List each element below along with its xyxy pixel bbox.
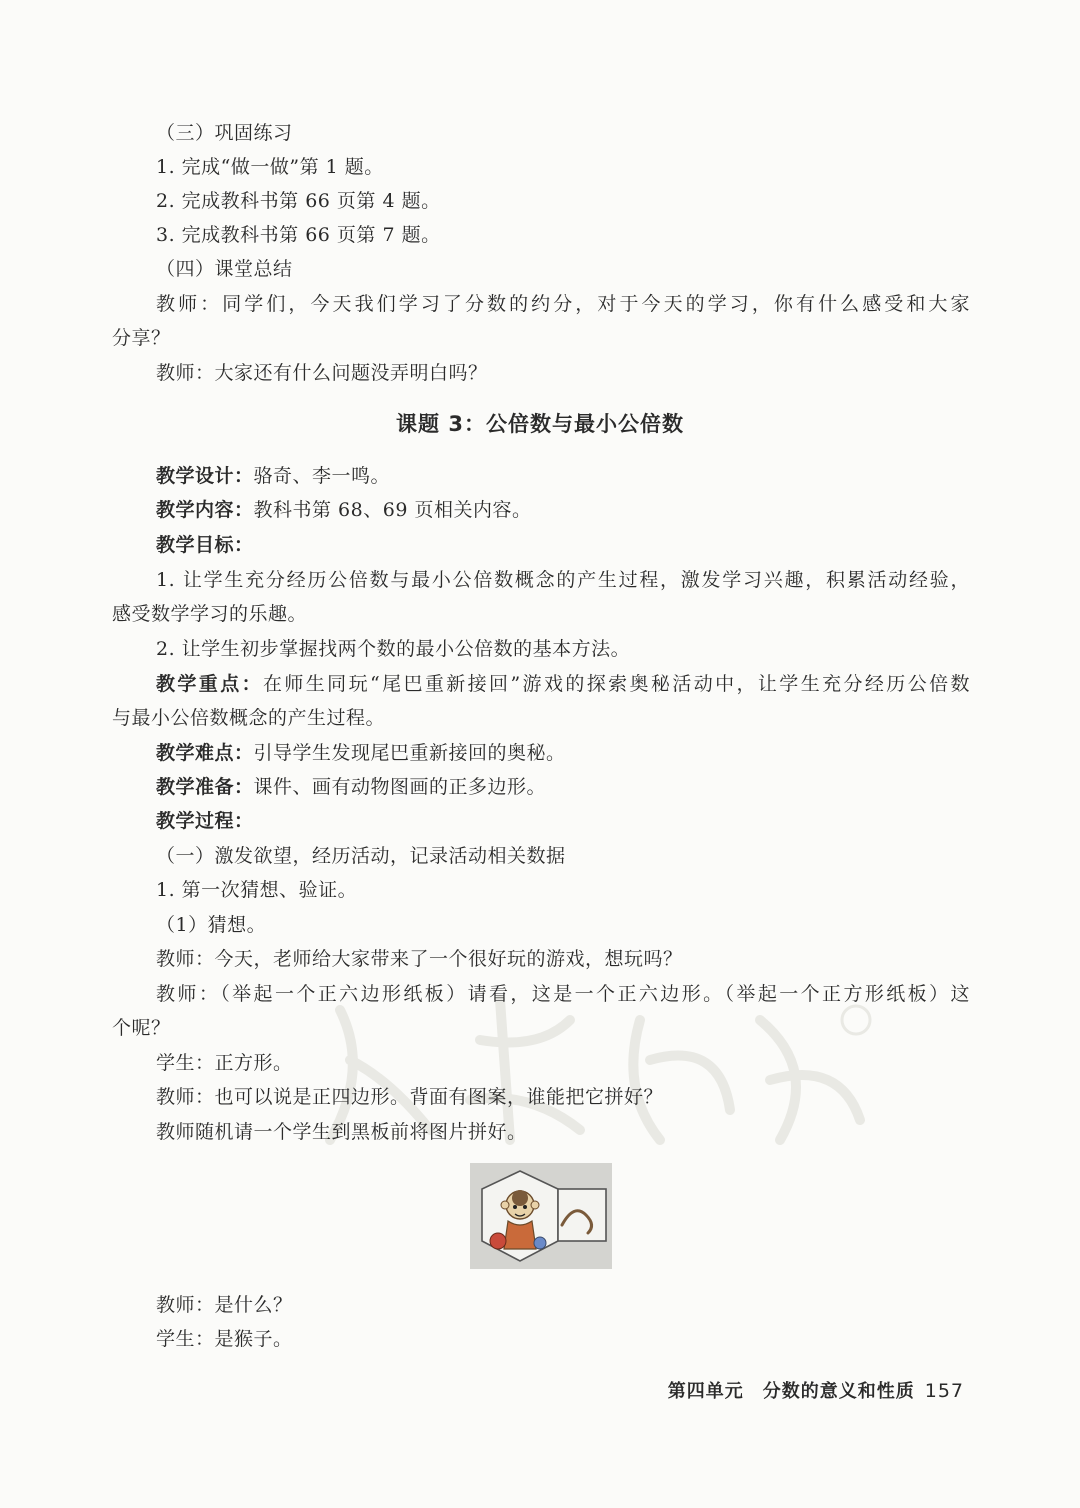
- practice-item-2: 2. 完成教科书第 66 页第 4 题。: [156, 190, 441, 212]
- paragraph-line: 教师：同学们，今天我们学习了分数的约分，对于今天的学习，你有什么感受和大家: [156, 293, 970, 315]
- paragraph-line: 与最小公倍数概念的产生过程。: [112, 707, 386, 729]
- practice-item-1: 1. 完成“做一做”第 1 题。: [156, 156, 384, 178]
- practice-item-3: 3. 完成教科书第 66 页第 7 题。: [156, 224, 441, 246]
- paragraph-line: 个呢？: [112, 1017, 171, 1039]
- process-step-heading: （一）激发欲望，经历活动，记录活动相关数据: [156, 845, 566, 867]
- info-process: [156, 808, 254, 834]
- dialogue-line: 学生：正方形。: [156, 1052, 293, 1074]
- page-footer: [668, 1378, 964, 1405]
- info-label: 教学内容：: [156, 499, 254, 521]
- info-value: 引导学生发现尾巴重新接回的奥秘。: [253, 742, 566, 764]
- info-value: 在师生同玩“尾巴重新接回”游戏的探索奥秘活动中，让学生充分经历公倍数: [262, 673, 970, 695]
- info-label: 教学目标：: [156, 534, 254, 556]
- dialogue-line: 教师：也可以说是正四边形。背面有图案，谁能把它拼好？: [156, 1086, 664, 1108]
- dialogue-line: 教师：（举起一个正六边形纸板）请看，这是一个正六边形。（举起一个正方形纸板）这: [156, 983, 970, 1005]
- process-substep: （1）猜想。: [156, 914, 267, 936]
- info-value: 教科书第 68、69 页相关内容。: [253, 499, 532, 521]
- paragraph-line: 感受数学学习的乐趣。: [112, 603, 308, 625]
- process-substep: 1. 第一次猜想、验证。: [156, 879, 358, 901]
- chapter-label: 第四单元 分数的意义和性质: [667, 1381, 915, 1402]
- goal-item-1: 1. 让学生充分经历公倍数与最小公倍数概念的产生过程，激发学习兴趣，积累活动经验，: [156, 569, 970, 591]
- info-label: 教学过程：: [156, 810, 254, 832]
- info-label: 教学重点：: [156, 673, 263, 695]
- info-goals: [156, 532, 254, 558]
- info-key-point: [156, 671, 970, 697]
- dialogue-line: 教师：是什么？: [156, 1294, 293, 1316]
- page-number: 157: [924, 1380, 964, 1402]
- dialogue-line: 学生：是猴子。: [156, 1328, 293, 1350]
- info-label: 教学准备：: [156, 776, 254, 798]
- monkey-puzzle-icon: [470, 1163, 612, 1269]
- goal-item-2: 2. 让学生初步掌握找两个数的最小公倍数的基本方法。: [156, 638, 631, 660]
- info-preparation: [156, 774, 546, 800]
- info-label: 教学设计：: [156, 465, 254, 487]
- section-heading-practice: （三）巩固练习: [156, 122, 293, 144]
- lesson-title: 课题 3：公倍数与最小公倍数: [396, 412, 684, 436]
- info-label: 教学难点：: [156, 742, 254, 764]
- dialogue-line: 教师随机请一个学生到黑板前将图片拼好。: [156, 1121, 527, 1143]
- paragraph-line: 分享？: [112, 327, 171, 349]
- paragraph-line: 教师：大家还有什么问题没弄明白吗？: [156, 362, 488, 384]
- info-design: [156, 463, 390, 489]
- dialogue-line: 教师：今天，老师给大家带来了一个很好玩的游戏，想玩吗？: [156, 948, 683, 970]
- info-content: [156, 497, 531, 523]
- section-heading-summary: （四）课堂总结: [156, 258, 293, 280]
- info-difficulty: [156, 740, 566, 766]
- info-value: 骆奇、李一鸣。: [253, 465, 391, 487]
- info-value: 课件、画有动物图画的正多边形。: [253, 776, 547, 798]
